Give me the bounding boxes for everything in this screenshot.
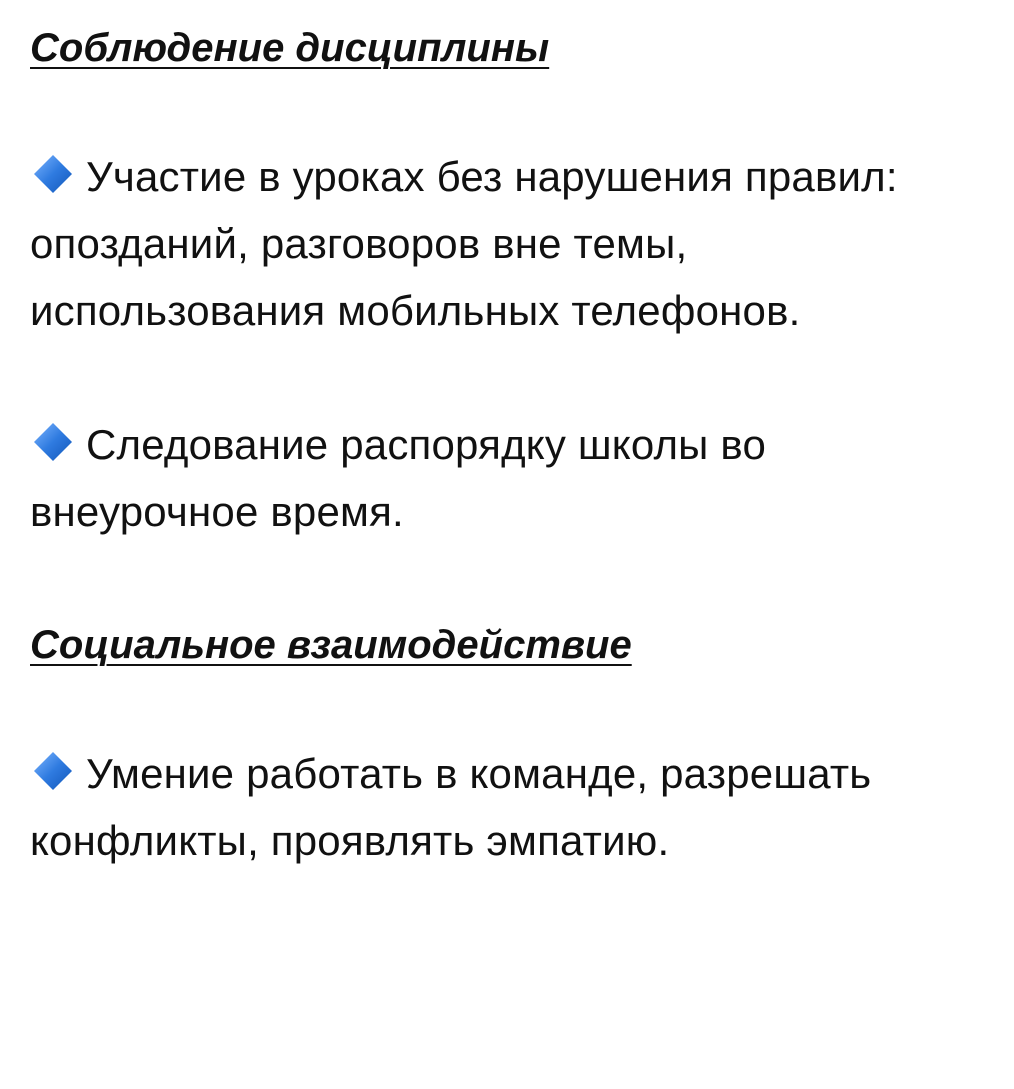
list-item-text: Следование распорядку школы во внеурочное время. [30, 421, 767, 535]
section-heading-social: Социальное взаимодействие [30, 623, 632, 667]
list-item-text: Умение работать в команде, разрешать конфликты, проявлять эмпатию. [30, 750, 872, 864]
section-heading-discipline: Соблюдение дисциплины [30, 26, 550, 70]
small-blue-diamond-icon [30, 151, 76, 197]
list-item-text: Участие в уроках без нарушения правил: опозданий, разговоров вне темы, использования мобильных телефонов. [30, 153, 898, 334]
list-item [30, 143, 930, 344]
document [30, 18, 990, 874]
list-item [30, 740, 910, 874]
list-item [30, 411, 970, 545]
small-blue-diamond-icon [30, 419, 76, 465]
small-blue-diamond-icon [30, 748, 76, 794]
